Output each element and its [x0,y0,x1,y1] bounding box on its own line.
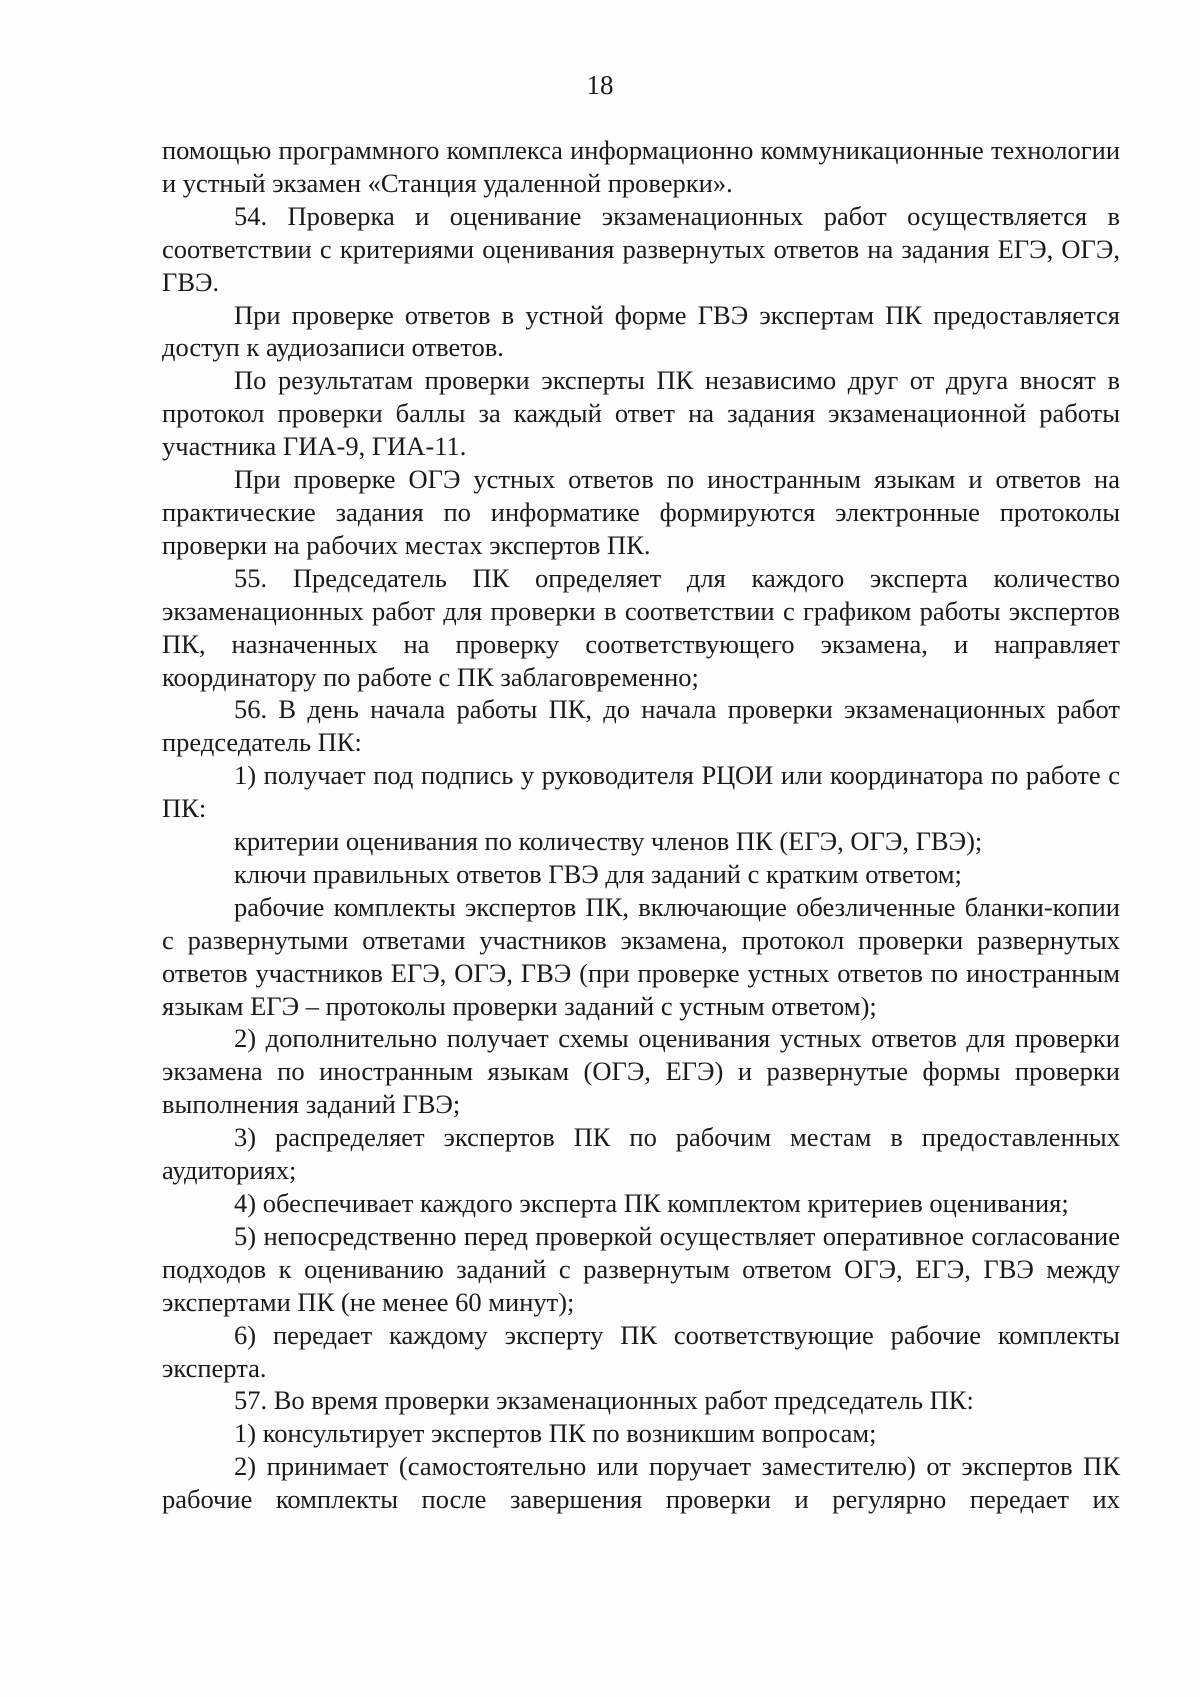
list-item-57-2: 2) принимает (самостоятельно или поручает заместителю) от экспертов ПК рабочие комплекты после завершения проверки и регулярно передает их [162,1451,1120,1515]
list-item-56-1: 1) получает под подпись у руководителя РЦОИ или координатора по работе с ПК: [162,760,1120,824]
paragraph-57: 57. Во время проверки экзаменационных работ председатель ПК: [234,1385,974,1416]
list-item-56-3: 3) распределяет экспертов ПК по рабочим местам в предоставленных аудиториях; [162,1122,1120,1186]
list-item-56-2: 2) дополнительно получает схемы оценивания устных ответов для проверки экзамена по иностранным языкам (ОГЭ, ЕГЭ) и развернутые формы проверки выполнения заданий ГВЭ; [162,1023,1120,1120]
paragraph-56: 56. В день начала работы ПК, до начала проверки экзаменационных работ председатель ПК: [162,694,1120,758]
paragraph-oral-form-access: При проверке ответов в устной форме ГВЭ экспертам ПК предоставляется доступ к аудиозаписи ответов. [162,299,1120,363]
list-item-criteria: критерии оценивания по количеству членов ПК (ЕГЭ, ОГЭ, ГВЭ); [234,826,983,857]
list-item-57-1: 1) консультирует экспертов ПК по возникшим вопросам; [234,1418,877,1449]
page-number: 18 [586,70,614,100]
list-item-56-6: 6) передает каждому эксперту ПК соответствующие рабочие комплекты эксперта. [162,1319,1120,1383]
list-item-56-4: 4) обеспечивает каждого эксперта ПК комплектом критериев оценивания; [234,1188,1069,1218]
paragraph-electronic-protocols: При проверке ОГЭ устных ответов по иностранным языкам и ответов на практические задания по информатике формируются электронные протоколы проверки на рабочих местах экспертов ПК. [162,464,1120,560]
paragraph-54: 54. Проверка и оценивание экзаменационных работ осуществляется в соответствии с критериями оценивания развернутых ответов на задания ЕГЭ, ОГЭ, ГВЭ. [162,200,1120,297]
document-body [162,134,1120,1516]
paragraph-55: 55. Председатель ПК определяет для каждого эксперта количество экзаменационных работ для проверки в соответствии с графиком работы экспертов ПК, назначенных на проверку соответствующего экзамена, и направляет координатору по работе с ПК заблаговременно; [162,562,1120,692]
list-item-work-kits: рабочие комплекты экспертов ПК, включающие обезличенные бланки-копии с развернутыми ответами участников экзамена, протокол проверки развернутых ответов участников ЕГЭ, ОГЭ, ГВЭ (при проверке устных ответов по иностранным языкам ЕГЭ – протоколы проверки заданий с устным ответом); [162,891,1120,1021]
list-item-answer-keys: ключи правильных ответов ГВЭ для заданий с кратким ответом; [234,858,962,889]
paragraph-results-protocol: По результатам проверки эксперты ПК независимо друг от друга вносят в протокол проверки баллы за каждый ответ на задания экзаменационной работы участника ГИА-9, ГИА-11. [162,365,1120,462]
list-item-56-5: 5) непосредственно перед проверкой осуществляет оперативное согласование подходов к оцениванию заданий с развернутым ответом ОГЭ, ЕГЭ, ГВЭ между экспертами ПК (не менее 60 минут); [162,1220,1120,1317]
paragraph-continuation: помощью программного комплекса информационно коммуникационные технологии и устный экзамен «Станция удаленной проверки». [162,135,1120,198]
